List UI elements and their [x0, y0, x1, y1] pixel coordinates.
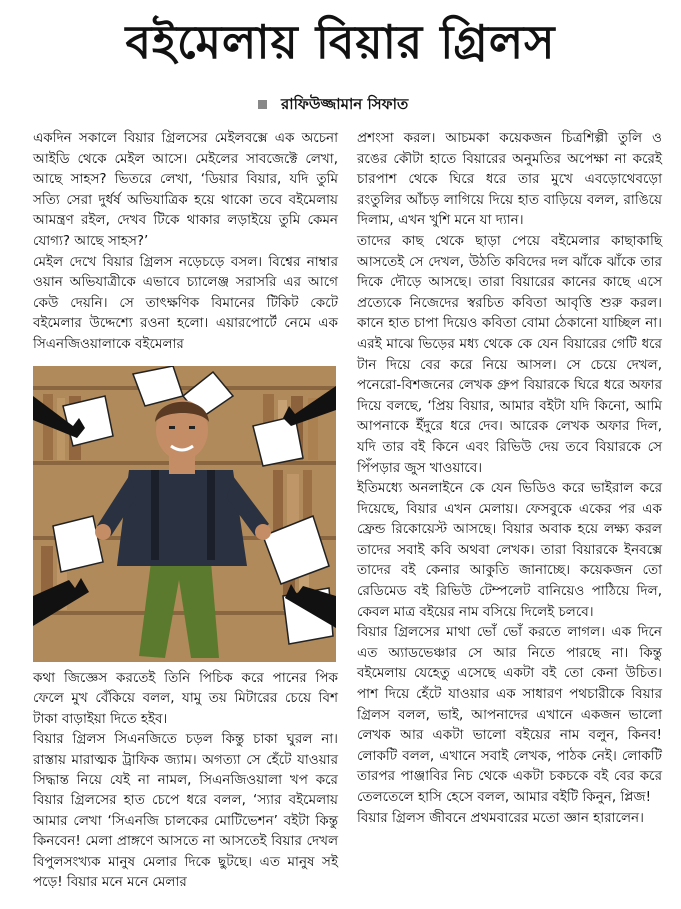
paragraph: কথা জিজ্ঞেস করতেই তিনি পিচিক করে পানের পিক ফেলে মুখ বেঁকিয়ে বলল, যামু তয় মিটারের চেয়ে বিশ টাকা বাড়াইয়া দিতে হইব। — [33, 670, 338, 727]
paragraph: বিয়ার গ্রিলস জীবনে প্রথমবারের মতো জ্ঞান হারালেন। — [357, 809, 644, 826]
left-column-top — [33, 128, 338, 355]
byline — [258, 94, 408, 114]
paragraph: মেইল দেখে বিয়ার গ্রিলস নড়েচড়ে বসল। বিশ্বের নাম্বার ওয়ান অভিযাত্রীকে এভাবে চ্যালেঞ্জ সরাসরি এর আগে কেউ দেয়নি। সে তাৎক্ষণিক বিমানের টিকিট কেটে বইমেলার উদ্দেশ্যে রওনা হলো। এয়ারপোর্টে নেমে এক সিএনজিওয়ালাকে বইমেলার — [33, 253, 338, 352]
paragraph: একদিন সকালে বিয়ার গ্রিলসের মেইলবক্সে এক অচেনা আইডি থেকে মেইল আসে। মেইলের সাবজেক্টে লেখা, আছে সাহস? ভিতরে লেখা, ‘ডিয়ার বিয়ার, যদি তুমি সত্যি সেরা দুর্ধর্ষ অভিযাত্রিক হয়ে থাকো তবে বইমেলায় আমন্ত্রণ রইল, দেখব টিকে থাকার লড়াইয়ে তুমি কেমন যোগ্য? আছে সাহস?’ — [33, 130, 338, 249]
paragraph: প্রশংসা করল। আচমকা কয়েকজন চিত্রশিল্পী তুলি ও রঙের কৌটা হাতে বিয়ারের অনুমতির অপেক্ষা না করেই চারপাশ থেকে ঘিরে ধরে তার মুখে এবড়োথেবড়ো রংতুলির আঁচড় লাগিয়ে দিয়ে হাত বাড়িয়ে বলল, রাঙিয়ে দিলাম, এখন খুশি মনে যা দ্যান। — [357, 130, 662, 229]
illustration-man-running-among-books-icon — [33, 366, 336, 662]
byline-square-icon — [258, 100, 267, 109]
byline-author: রাফিউজ্জামান সিফাত — [281, 95, 409, 113]
paragraph: ইতিমধ্যে অনলাইনে কে যেন ভিডিও করে ভাইরাল করে দিয়েছে, বিয়ার এখন মেলায়। ফেসবুকে একের পর এক ফ্রেন্ড রিকোয়েস্ট আসছে। বিয়ার অবাক হয়ে লক্ষ্য করল তাদের সবাই কবি অথবা লেখক। তারা বিয়ারকে ইনবক্সে তাদের বই কেনার আকুতি জানাচ্ছে। কয়েকজন তো রেডিমেড বই রিভিউ টেম্পলেট বানিয়েও পাঠিয়ে দিল, কেবল মাত্র বইয়ের নাম বসিয়ে দিলেই চলবে। — [357, 480, 662, 620]
paragraph: বিয়ার গ্রিলসের মাথা ভোঁ ভোঁ করতে লাগল। এক দিনে এত অ্যাডভেঞ্চার সে আর নিতে পারছে না। কিন্তু বইমেলায় যেহেতু এসেছে একটা বই তো কেনা উচিত। পাশ দিয়ে হেঁটে যাওয়ার এক সাধারণ পথচারীকে বিয়ার গ্রিলস বলল, ভাই, আপনাদের এখানে একজন ভালো লেখক আর একটা ভালো বইয়ের নাম বলুন, কিনব! লোকটি বলল, এখানে সবাই লেখক, পাঠক নেই। লোকটি তারপর পাঞ্জাবির নিচ থেকে একটা চকচকে বই বের করে তেলতেলে হাসি হেসে বলল, আমার বইটি কিনুন, প্লিজ! — [357, 624, 662, 805]
paragraph: বিয়ার গ্রিলস সিএনজিতে চড়ল কিন্তু চাকা ঘুরল না। রাস্তায় মারাত্মক ট্রাফিক জ্যাম। অগত্যা সে হেঁটে যাওয়ার সিদ্ধান্ত নিয়ে যেই না নামল, সিএনজিওয়ালা খপ করে বিয়ার গ্রিলসের হাত চেপে ধরে বলল, ‘স্যার বইমেলায় আমার লেখা ‘সিএনজি চালকের মোটিভেশন’ বইটা কিন্তু কিনবেন! মেলা প্রাঙ্গণে আসতে না আসতেই বিয়ার দেখল বিপুলসংখ্যক মানুষ মেলার দিকে ছুটছে। এত মানুষ সই পড়ে! বিয়ার মনে মনে মেলার — [33, 731, 338, 891]
article-illustration — [33, 366, 336, 662]
headline: বইমেলায় বিয়ার গ্রিলস — [125, 15, 556, 69]
right-column — [357, 128, 662, 828]
paragraph: তাদের কাছ থেকে ছাড়া পেয়ে বইমেলার কাছাকাছি আসতেই সে দেখল, উঠতি কবিদের দল ঝাঁকে ঝাঁকে তার দিকে দৌড়ে আসছে। তারা বিয়ারের কানের কাছে এসে প্রত্যেকে নিজেদের স্বরচিত কবিতা আবৃত্তি শুরু করল। কানে হাত চাপা দিয়েও কবিতা বোমা ঠেকানো যাচ্ছিল না। এরই মাঝে ভিড়ের মধ্য থেকে কে যেন বিয়ারের গেটি ধরে টান দিয়ে বের করে নিয়ে আসল। সে চেয়ে দেখল, পনেরো-বিশজনের লেখক গ্রুপ বিয়ারকে ঘিরে ধরে অফার দিয়ে বলছে, ‘প্রিয় বিয়ার, আমার বইটা যদি কিনো, আমি আপনাকে ইঁদুরে ধরে দেব। আরেক লেখক অফার দিল, যদি তার বই কিনে এবং রিভিউ দেয় তবে বিয়ারকে সে পিঁপড়ার জুস খাওয়াবে। — [357, 232, 662, 476]
left-column-bottom — [33, 668, 338, 892]
